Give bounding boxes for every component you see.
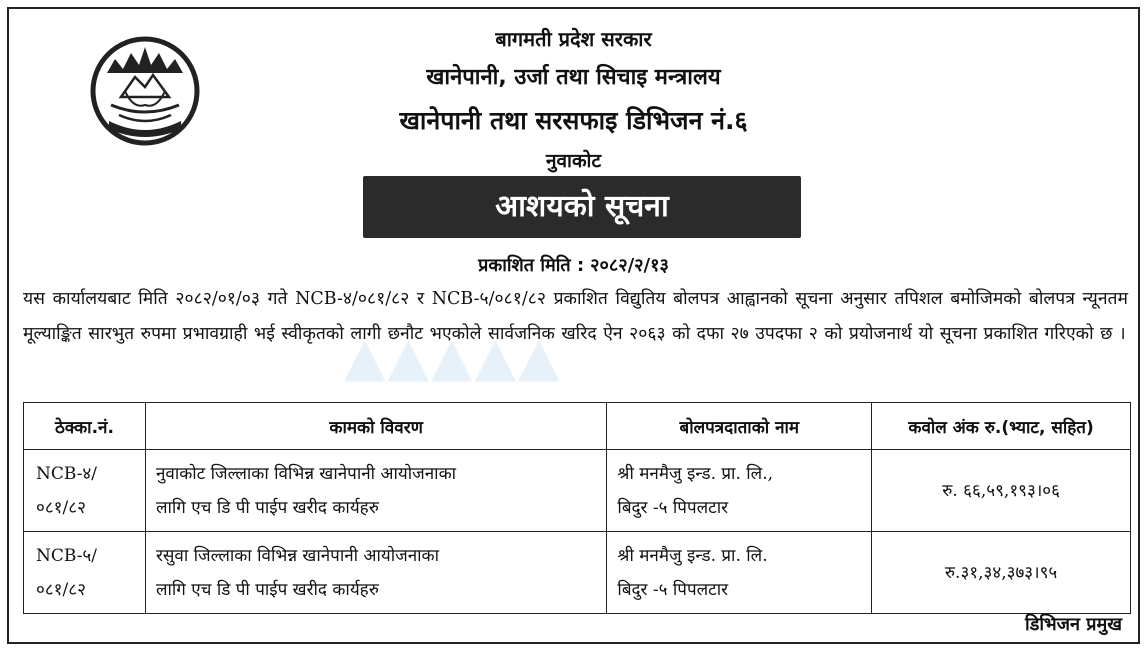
table-row (24, 532, 1131, 614)
description-line2: लागि एच डि पी पाईप खरीद कार्यहरु (155, 497, 379, 518)
description-line1: रसुवा जिल्लाका विभिन्न खानेपानी आयोजनाका (155, 545, 440, 566)
bid-amount-cell: रु. ६६,५९,१९३।०६ (872, 450, 1131, 532)
description-line1: नुवाकोट जिल्लाका विभिन्न खानेपानी आयोजनाका (155, 463, 457, 484)
bidder-cell (607, 532, 872, 614)
bidder-line1: श्री मनमैजु इन्ड. प्रा. लि. (617, 545, 768, 566)
watermark: ▲▲▲▲▲ (344, 325, 562, 388)
header-bidder-name: बोलपत्रदाताको नाम (607, 403, 872, 450)
signature-title: डिभिजन प्रमुख (1025, 614, 1122, 635)
district-name: नुवाकोट (545, 150, 602, 172)
contract-no-line2: ०८१/८२ (36, 579, 86, 600)
work-description-cell (145, 532, 606, 614)
header-contract-no: ठेक्का.नं. (24, 403, 146, 450)
contract-no-line1: NCB-५/ (36, 545, 98, 566)
description-line2: लागि एच डि पी पाईप खरीद कार्यहरु (155, 579, 379, 600)
contract-no-cell (24, 450, 146, 532)
contract-no-line1: NCB-४/ (36, 463, 98, 484)
contract-table (23, 402, 1131, 614)
bidder-line2: बिदुर -५ पिपलटार (617, 497, 729, 518)
province-name: बागमती प्रदेश सरकार (495, 27, 652, 51)
ministry-name: खानेपानी, उर्जा तथा सिचाइ मन्त्रालय (426, 65, 721, 90)
table-header-row (24, 403, 1131, 450)
header-work-description: कामको विवरण (145, 403, 606, 450)
contract-no-line2: ०८१/८२ (36, 497, 86, 518)
notice-body: यस कार्यालयबाट मिति २०८२/०१/०३ गते NCB-४/०८१/८२ र NCB-५/०८१/८२ प्रकाशित विद्युतिय बोलपत्र आह्वानको सूचना अनुसार तपिशल बमोजिमको बोलपत्र न्यूनतम मूल्याङ्कित सारभुत रुपमा प्रभावग्राही भई स्वीकृतको लागी छनौट भएकोले सार्वजनिक खरिद ऐन २०६३ को दफा २७ उपदफा २ को प्रयोजनार्थ यो सूचना प्रकाशित गरिएको छ । (23, 289, 1128, 344)
division-name: खानेपानी तथा सरसफाइ डिभिजन नं.६ (399, 106, 748, 135)
notice-title: आशयको सूचना (363, 176, 801, 238)
published-date-value: २०८२/२/१३ (590, 255, 669, 276)
header-bid-amount: कवोल अंक रु.(भ्याट, सहित) (872, 403, 1131, 450)
published-date-line (9, 253, 1138, 277)
bidder-line1: श्री मनमैजु इन्ड. प्रा. लि., (617, 463, 774, 484)
table-row (24, 450, 1131, 532)
work-description-cell (145, 450, 606, 532)
published-date-label: प्रकाशित मिति : (478, 255, 585, 276)
notice-frame (7, 7, 1140, 644)
contract-no-cell (24, 532, 146, 614)
bid-amount-cell: रु.३१,३४,३७३।९५ (872, 532, 1131, 614)
bidder-line2: बिदुर -५ पिपलटार (617, 579, 729, 600)
bidder-cell (607, 450, 872, 532)
